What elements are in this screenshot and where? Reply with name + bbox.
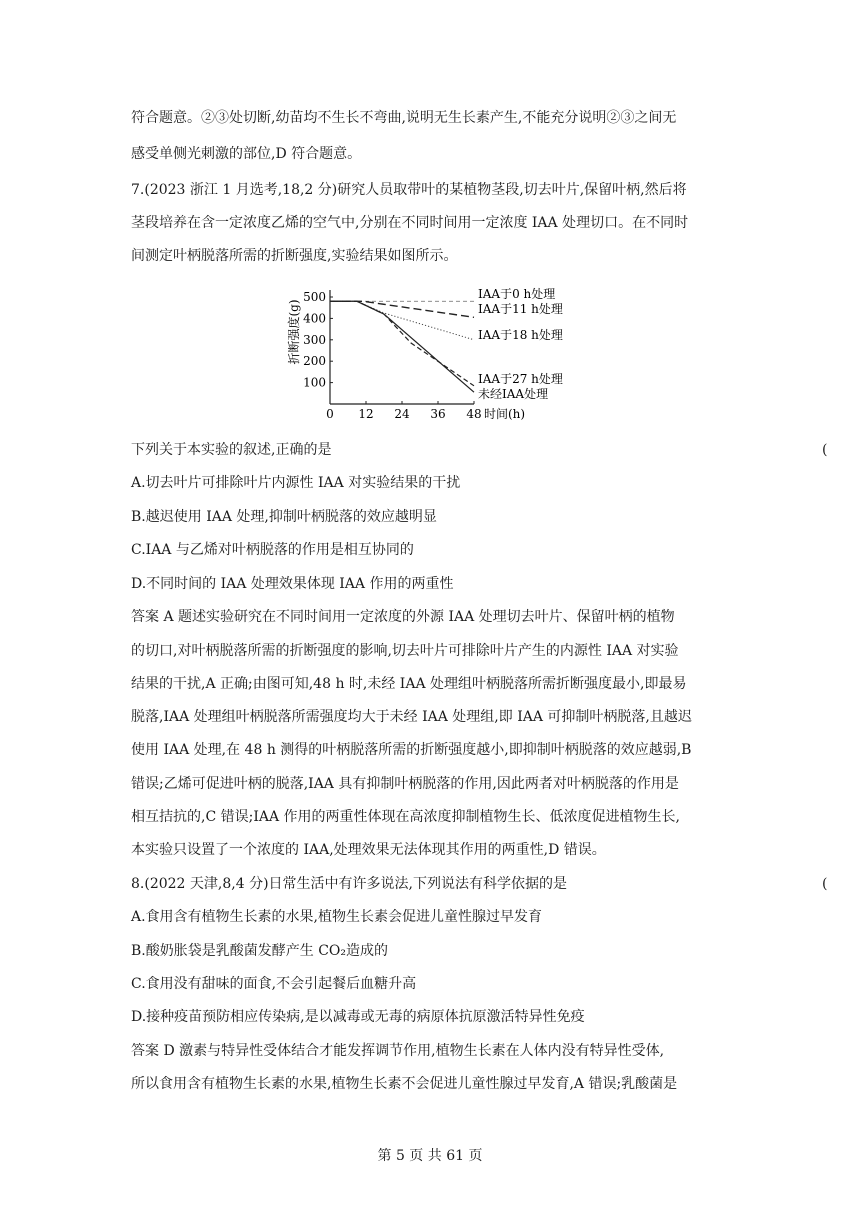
option-d: D.不同时间的 IAA 处理效果体现 IAA 作用的两重性 [131,576,454,592]
answer-line: 本实验只设置了一个浓度的 IAA,处理效果无法体现其作用的两重性,D 错误。 [131,842,606,858]
x-tick-label: 48 [466,407,482,421]
option-a: A.切去叶片可排除叶片内源性 IAA 对实验结果的干扰 [131,475,461,491]
iaa-chart [282,282,582,427]
answer-line: 答案 A 题述实验研究在不同时间用一定浓度的外源 IAA 处理切去叶片、保留叶柄的植物 [131,609,675,625]
paragraph-line: 符合题意。②③处切断,幼苗均不生长不弯曲,说明无生长素产生,不能充分说明②③之间无 [131,110,677,126]
question-7-line: 7.(2023 浙江 1 月选考,18,2 分)研究人员取带叶的某植物茎段,切去叶片,保留叶柄,然后将 [131,182,687,198]
option-b: B.越迟使用 IAA 处理,抑制叶柄脱落的效应越明显 [131,509,437,525]
chart-ylabel: 折断强度(g) [287,299,301,365]
option-c: C.食用没有甜味的面食,不会引起餐后血糖升高 [131,976,417,992]
answer-paren: ( [822,442,828,458]
question-7-line: 茎段培养在含一定浓度乙烯的空气中,分别在不同时间用一定浓度 IAA 处理切口。在不同时 [131,215,689,231]
series-label-1: IAA于11 h处理 [478,302,563,316]
x-tick-label: 12 [358,407,374,421]
y-tick-label: 100 [303,375,326,390]
answer-line: 脱落,IAA 处理组叶柄脱落所需强度均大于未经 IAA 处理组,即 IAA 可抑制叶柄脱落,且越迟 [131,709,692,725]
series-label-0: IAA于0 h处理 [478,287,556,301]
x-tick-label: 36 [430,407,446,421]
answer-paren: ( [822,876,828,892]
answer-line: 使用 IAA 处理,在 48 h 测得的叶柄脱落所需的折断强度越小,即抑制叶柄脱落的效应越弱,B [131,742,692,758]
series-line-1 [330,301,474,317]
answer-line: 的切口,对叶柄脱落所需的折断强度的影响,切去叶片可排除叶片产生的内源性 IAA 对实验 [131,643,679,659]
answer-line: 结果的干扰,A 正确;由图可知,48 h 时,未经 IAA 处理组叶柄脱落所需折断强度最小,即最易 [131,676,687,692]
option-c: C.IAA 与乙烯对叶柄脱落的作用是相互协同的 [131,542,414,558]
series-line-4 [330,301,474,392]
series-label-2: IAA于18 h处理 [478,328,563,342]
y-tick-label: 500 [303,290,326,304]
x-tick-label: 0 [326,407,334,421]
page-footer: 第 5 页 共 61 页 [377,1148,483,1164]
x-tick-label: 24 [394,407,410,421]
series-label-4: 未经IAA处理 [478,387,549,401]
answer-line: 相互拮抗的,C 错误;IAA 作用的两重性体现在高浓度抑制植物生长、低浓度促进植物生长, [131,809,680,825]
answer-line: 错误;乙烯可促进叶柄的脱落,IAA 具有抑制叶柄脱落的作用,因此两者对叶柄脱落的作用是 [131,776,679,792]
question-7-stem: 下列关于本实验的叙述,正确的是 [131,442,332,458]
option-b: B.酸奶胀袋是乳酸菌发酵产生 CO₂造成的 [131,943,388,959]
answer-line: 答案 D 激素与特异性受体结合才能发挥调节作用,植物生长素在人体内没有特异性受体, [131,1043,665,1059]
y-tick-label: 300 [303,332,326,347]
paragraph-line: 感受单侧光刺激的部位,D 符合题意。 [131,146,362,162]
option-a: A.食用含有植物生长素的水果,植物生长素会促进儿童性腺过早发育 [131,909,543,925]
y-tick-label: 200 [303,354,326,369]
answer-line: 所以食用含有植物生长素的水果,植物生长素不会促进儿童性腺过早发育,A 错误;乳酸菌是 [131,1076,678,1092]
x-axis-label: 时间(h) [484,407,526,421]
question-7-line: 间测定叶柄脱落所需的折断强度,实验结果如图所示。 [131,248,458,264]
series-label-3: IAA于27 h处理 [478,372,563,386]
chart-svg [282,282,582,427]
y-tick-label: 400 [303,311,326,326]
option-d: D.接种疫苗预防相应传染病,是以减毒或无毒的病原体抗原激活特异性免疫 [131,1009,585,1025]
question-8-line: 8.(2022 天津,8,4 分)日常生活中有许多说法,下列说法有科学依据的是 [131,876,567,892]
